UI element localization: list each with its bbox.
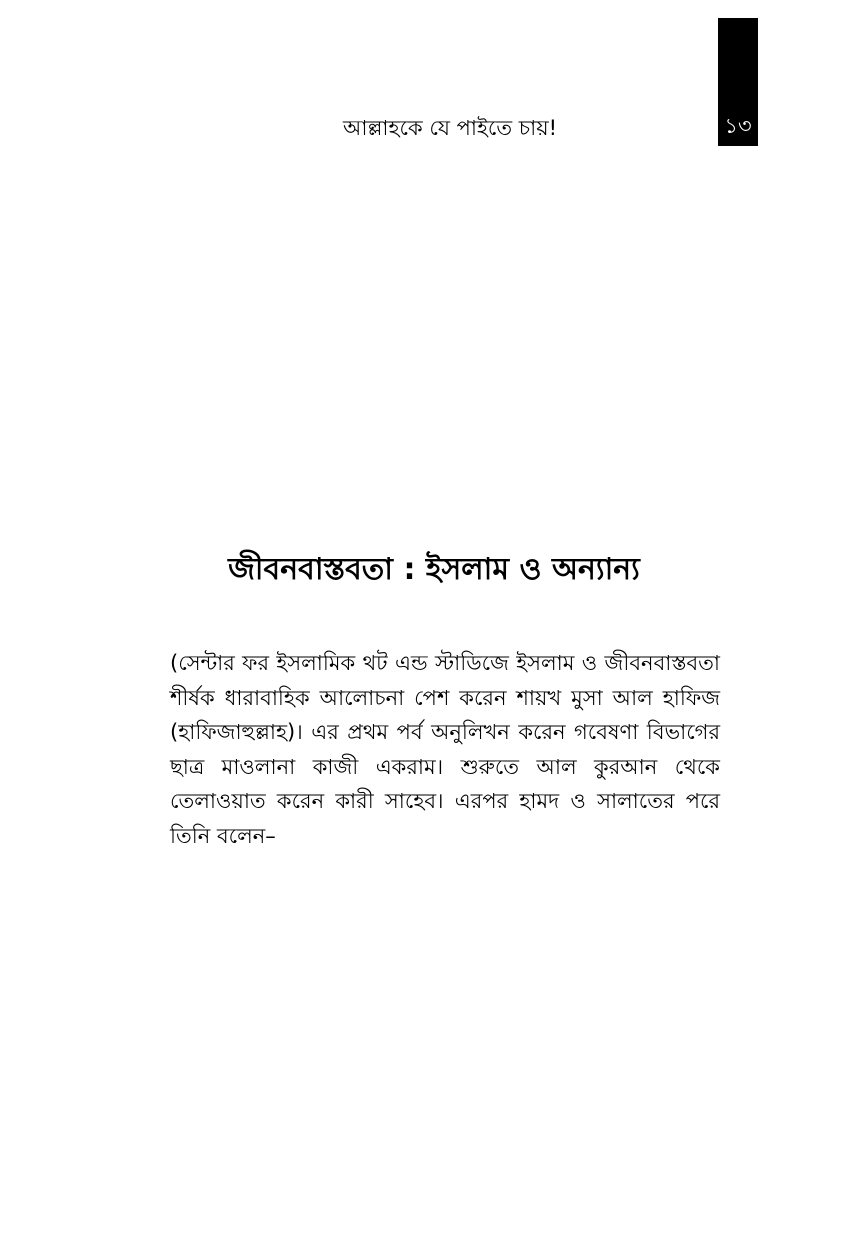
page-number-tab [718,18,758,146]
running-header-title: আল্লাহকে যে পাইতে চায়! [342,116,557,140]
intro-line: ছাত্র মাওলানা কাজী একরাম। শুরুতে আল কুরআন থেকে [170,754,720,779]
chapter-title: জীবনবাস্তবতা : ইসলাম ও অন্যান্য [228,552,640,587]
intro-paragraph [170,646,720,853]
intro-line: তিনি বলেন– [170,823,276,848]
intro-line: তেলাওয়াত করেন কারী সাহেব। এরপর হামদ ও সালাতের পরে [170,789,720,813]
intro-line: (সেন্টার ফর ইসলামিক থট এন্ড স্টাডিজে ইসলাম ও জীবনবাস্তবতা [170,651,720,675]
intro-line: শীর্ষক ধারাবাহিক আলোচনা পেশ করেন শায়খ মুসা আল হাফিজ [170,685,720,710]
intro-line: (হাফিজাহুল্লাহ)। এর প্রথম পর্ব অনুলিখন করেন গবেষণা বিভাগের [170,720,720,744]
page-number: ১৩ [724,114,752,138]
